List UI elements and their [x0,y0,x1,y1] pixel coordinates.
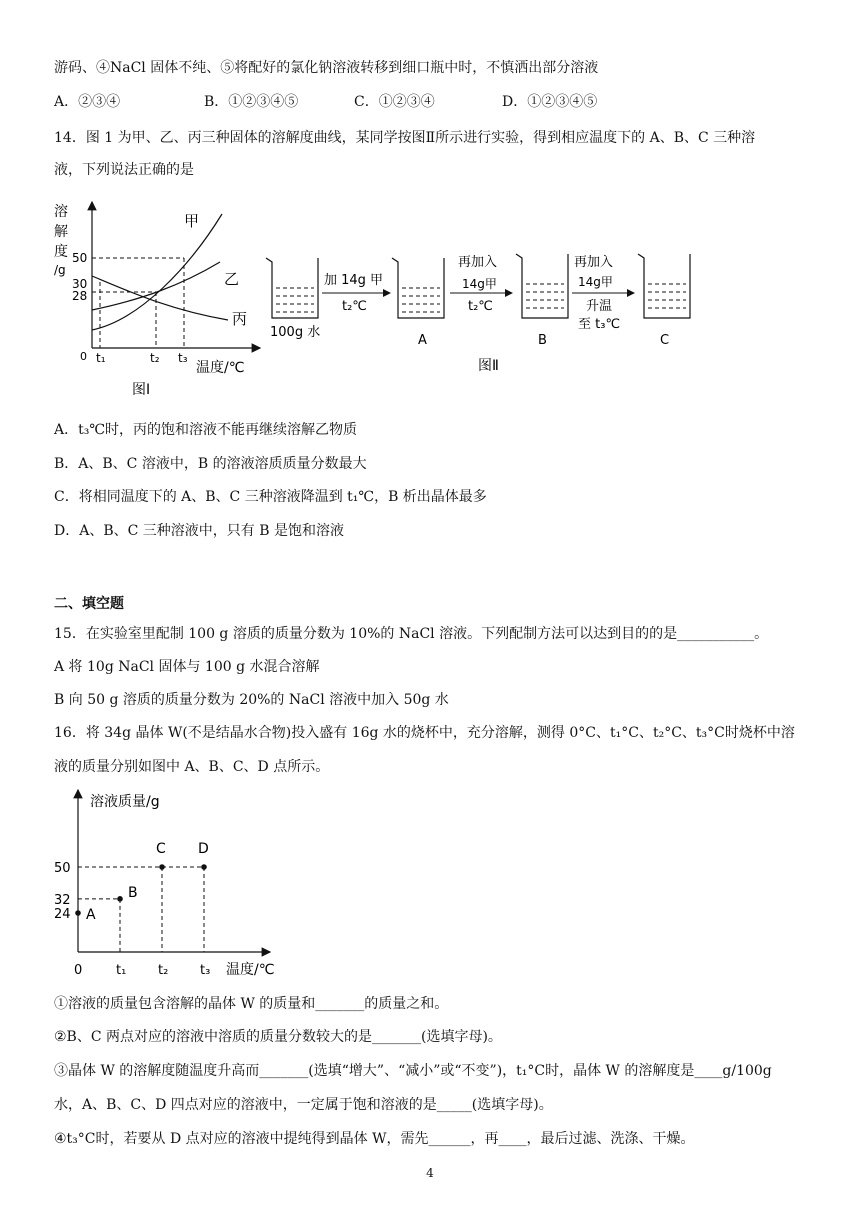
step1-text1: 加 14g 甲 [324,273,384,288]
q15-stem: 15．在实验室里配制 100 g 溶质的质量分数为 10%的 NaCl 溶液。下列配制方法可以达到目的的是___________。 [54,626,769,642]
beaker-c-label: C [660,333,670,348]
q15-option-a: A 将 10g NaCl 固体与 100 g 水混合溶解 [54,659,320,675]
fig1-xlabel: 温度/℃ [196,360,245,376]
step3-text1: 再加入 [574,255,614,270]
q16-point-D [201,864,207,870]
fig1-curve-bing [92,276,228,320]
q13-option-b: B．①②③④⑤ [204,94,299,110]
fig1-ylabel-1: 溶 [54,204,68,220]
q14-option-b: B．A、B、C 溶液中，B 的溶液溶质质量分数最大 [54,456,367,472]
beaker-a-label: A [418,333,427,348]
beaker-c [638,254,690,348]
q16-solution-mass-chart [50,786,290,982]
q13-continuation: 游码、④NaCl 固体不纯、⑤将配好的氯化钠溶液转移到细口瓶中时，不慎洒出部分溶液 [54,60,599,76]
q13-option-a: A．②③④ [54,94,121,110]
fig1-xtick-t1: t₁ [96,351,106,365]
fig1-label-bing: 丙 [232,310,248,328]
q16-point-A [75,910,81,916]
beaker-a [392,258,444,348]
fig1-ytick-30: 30 [72,277,88,291]
q16-ytick-50: 50 [54,861,71,876]
q13-option-d: D．①②③④⑤ [502,94,598,110]
step1-text2: t₂℃ [342,299,367,314]
fig2-caption: 图Ⅱ [478,358,499,374]
fig1-xtick-0: 0 [80,350,87,363]
q14-option-c: C．将相同温度下的 A、B、C 三种溶液降温到 t₁℃，B 析出晶体最多 [54,489,487,505]
step3-text4: 至 t₃℃ [578,317,621,332]
q16-part3-line1: ③晶体 W 的溶解度随温度升高而_______(选填“增大”、“减小”或“不变”)，t₁°C时，晶体 W 的溶解度是____g/100g [54,1063,772,1079]
fig1-ytick-50: 50 [72,251,88,265]
fig1-ylabel-4: /g [54,263,66,277]
q14-stem-line2: 液，下列说法正确的是 [54,162,194,178]
beaker-b [516,254,568,348]
q16-part3-line2: 水，A、B、C、D 四点对应的溶液中，一定属于饱和溶液的是_____(选填字母)。 [54,1097,553,1113]
q16-label-B: B [128,884,138,901]
q16-xtick-3: t₃ [200,963,211,978]
q16-label-C: C [156,841,166,857]
water-label: 100g 水 [270,325,321,340]
beaker-b-label: B [538,333,547,348]
q16-point-C [159,864,165,870]
q14-stem-line1: 14．图 1 为甲、乙、丙三种固体的溶解度曲线，某同学按图Ⅱ所示进行实验，得到相应温度下的 A、B、C 三种溶 [54,130,756,146]
section-title: 二、填空题 [54,596,124,612]
step3-text2: 14g甲 [578,275,613,289]
fig1-xtick-t2: t₂ [150,351,160,365]
q16-xlabel: 温度/℃ [226,962,275,978]
fig1-label-yi: 乙 [224,270,240,288]
step2-text2: 14g甲 [462,277,497,291]
fig1-xtick-t3: t₃ [178,351,188,365]
q16-part2: ②B、C 两点对应的溶液中溶质的质量分数较大的是_______(选填字母)。 [54,1029,502,1045]
page-number: 4 [426,1166,434,1180]
q14-figures [50,196,750,406]
q16-xtick-1: t₁ [116,963,127,978]
q13-options [54,92,597,112]
fig2-experiment [266,254,690,374]
q16-label-A: A [86,907,96,923]
q16-ylabel: 溶液质量/g [90,794,160,810]
step2-text1: 再加入 [458,255,498,270]
q16-ytick-24: 24 [54,907,71,922]
fig1-solubility-graph [54,202,260,398]
q16-part4: ④t₃°C时，若要从 D 点对应的溶液中提纯得到晶体 W，需先______，再____，最后过滤、洗涤、干燥。 [54,1131,695,1147]
fig1-ytick-28: 28 [72,289,88,303]
q16-label-D: D [198,841,209,857]
q16-part1: ①溶液的质量包含溶解的晶体 W 的质量和_______的质量之和。 [54,996,449,1012]
step2-text3: t₂℃ [468,299,493,314]
q14-option-d: D．A、B、C 三种溶液中，只有 B 是饱和溶液 [54,523,344,539]
beaker-water [266,258,320,340]
fig1-label-jia: 甲 [184,212,200,230]
fig1-caption: 图Ⅰ [132,382,151,398]
q13-option-c: C．①②③④ [354,94,435,110]
fig1-ylabel-2: 解 [54,224,68,240]
q14-option-a: A．t₃℃时，丙的饱和溶液不能再继续溶解乙物质 [54,422,358,438]
fig1-ylabel-3: 度 [54,244,68,260]
q16-xtick-0: 0 [74,963,83,978]
q16-stem-line2: 液的质量分别如图中 A、B、C、D 点所示。 [54,759,330,775]
q16-xtick-2: t₂ [158,963,169,978]
q16-ytick-32: 32 [54,892,71,908]
q15-option-b: B 向 50 g 溶质的质量分数为 20%的 NaCl 溶液中加入 50g 水 [54,692,449,708]
q16-stem-line1: 16．将 34g 晶体 W(不是结晶水合物)投入盛有 16g 水的烧杯中，充分溶解，测得 0°C、t₁°C、t₂°C、t₃°C时烧杯中溶 [54,725,795,741]
step3-text3: 升温 [586,299,613,314]
q16-point-B [117,896,123,902]
